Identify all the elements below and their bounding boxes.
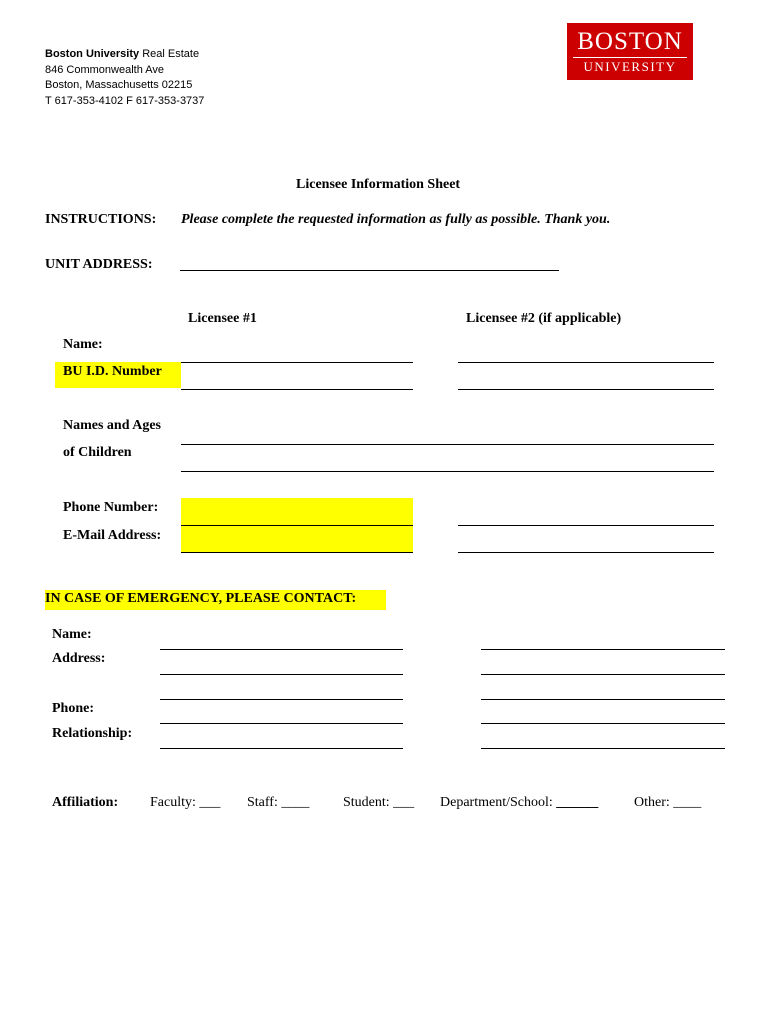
page-title: Licensee Information Sheet <box>296 177 461 192</box>
affiliation-label: Affiliation: <box>52 795 119 810</box>
emergency2-relationship-field[interactable] <box>481 748 725 749</box>
licensee2-email-field[interactable] <box>458 552 714 553</box>
licensee2-bu-id-field[interactable] <box>458 389 714 390</box>
instructions-text: Please complete the requested information as fully as possible. Thank you. <box>181 212 611 227</box>
phone-fax: T 617-353-4102 F 617-353-3737 <box>45 94 205 107</box>
licensee1-bu-id-field[interactable] <box>181 389 413 390</box>
org-name: Boston University <box>45 48 140 60</box>
children-field-2[interactable] <box>181 471 714 472</box>
emergency1-address-field-1[interactable] <box>160 674 403 675</box>
licensee1-name-field[interactable] <box>181 362 413 363</box>
emergency-phone-label: Phone: <box>52 701 94 716</box>
affiliation-department[interactable] <box>440 795 598 811</box>
children-label-1: Names and Ages <box>63 418 162 433</box>
city-address: Boston, Massachusetts 02215 <box>45 79 193 91</box>
affiliation-student[interactable]: Student: ___ <box>343 795 415 810</box>
emergency1-phone-field[interactable] <box>160 723 403 724</box>
affiliation-faculty[interactable]: Faculty: ___ <box>150 795 221 810</box>
unit-address-field[interactable] <box>180 270 559 271</box>
emergency1-address-field-2[interactable] <box>160 699 403 700</box>
affiliation-staff[interactable]: Staff: ____ <box>247 795 310 810</box>
emergency2-phone-field[interactable] <box>481 723 725 724</box>
name-label: Name: <box>63 337 103 352</box>
emergency2-name-field[interactable] <box>481 649 725 650</box>
affiliation-department-blank: ______ <box>556 795 599 810</box>
emergency2-address-field-1[interactable] <box>481 674 725 675</box>
phone-number-label: Phone Number: <box>63 500 159 515</box>
licensee1-heading: Licensee #1 <box>188 311 257 326</box>
licensee2-name-field[interactable] <box>458 362 714 363</box>
emergency1-relationship-field[interactable] <box>160 748 403 749</box>
emergency2-address-field-2[interactable] <box>481 699 725 700</box>
licensee1-email-field[interactable] <box>181 552 413 553</box>
street-address: 846 Commonwealth Ave <box>45 63 165 76</box>
emergency1-name-field[interactable] <box>160 649 403 650</box>
licensee2-phone-field[interactable] <box>458 525 714 526</box>
affiliation-department-label: Department/School: <box>440 795 553 810</box>
licensee2-heading: Licensee #2 (if applicable) <box>466 311 622 326</box>
sender-address <box>45 47 204 109</box>
emergency-name-label: Name: <box>52 627 92 642</box>
org-department: Real Estate <box>139 48 200 60</box>
emergency-relationship-label: Relationship: <box>52 726 133 741</box>
bu-logo <box>567 23 693 80</box>
children-label-2: of Children <box>63 445 132 460</box>
children-field-1[interactable] <box>181 444 714 445</box>
instructions-label: INSTRUCTIONS: <box>45 212 157 227</box>
logo-line-2: UNIVERSITY <box>573 57 687 76</box>
emergency-heading: IN CASE OF EMERGENCY, PLEASE CONTACT: <box>45 591 357 606</box>
unit-address-label: UNIT ADDRESS: <box>45 257 153 272</box>
bu-id-label: BU I.D. Number <box>63 364 162 379</box>
emergency-address-label: Address: <box>52 651 106 666</box>
logo-line-1: BOSTON <box>577 28 683 55</box>
licensee1-phone-field[interactable] <box>181 525 413 526</box>
email-label: E-Mail Address: <box>63 528 162 543</box>
affiliation-other[interactable]: Other: ____ <box>634 795 702 810</box>
